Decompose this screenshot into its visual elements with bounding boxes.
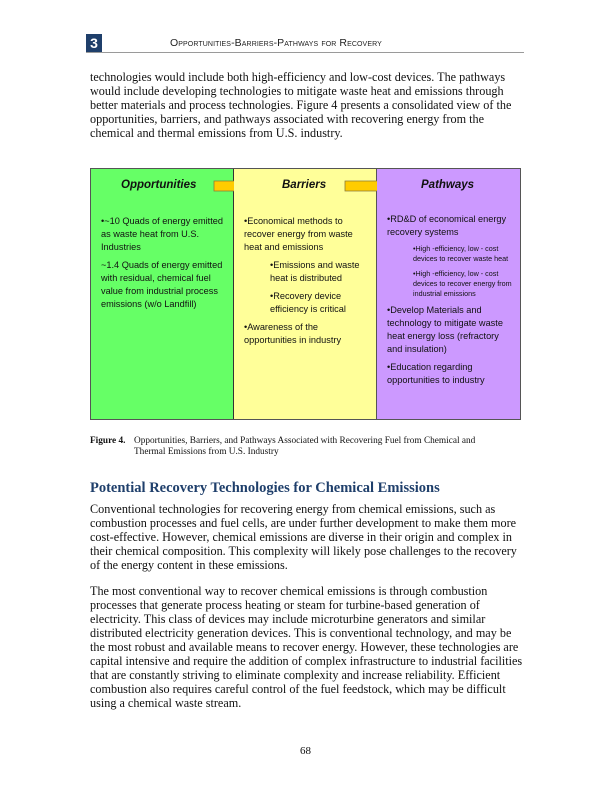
- section-heading: Potential Recovery Technologies for Chemical Emissions: [90, 480, 440, 496]
- text-line: their chemical composition. This complexity will likely pose challenges to the recovery: [90, 544, 517, 558]
- chapter-badge: 3: [86, 34, 102, 52]
- opportunities-list: [101, 215, 227, 316]
- text-line: technologies would include both high-efficiency and low-cost devices. The pathways: [90, 70, 506, 84]
- text-line: that are constantly striving to eliminate complexity and increase reliability. Efficient: [90, 668, 501, 682]
- list-item: •Develop Materials and technology to mitigate waste heat energy loss (refractory and insulation): [387, 305, 503, 354]
- text-line: using a chemical waste stream.: [90, 696, 242, 710]
- text-line: better materials and process technologies. Figure 4 presents a consolidated view of the: [90, 98, 512, 112]
- barriers-list: [244, 215, 370, 352]
- section-paragraph-1: [90, 502, 530, 572]
- text-line: Conventional technologies for recovering energy from chemical emissions, such as: [90, 502, 496, 516]
- figure-caption: [90, 436, 530, 458]
- section-paragraph-2: [90, 584, 530, 710]
- list-subitem: •High -efficiency, low - cost devices to recover waste heat: [413, 244, 509, 263]
- list-item: •Awareness of the opportunities in industry: [244, 322, 342, 345]
- barriers-column: [234, 169, 377, 419]
- intro-paragraph: [90, 70, 530, 140]
- caption-line-1: Opportunities, Barriers, and Pathways Associated with Recovering Fuel from Chemical and: [134, 436, 476, 446]
- text-line: combustion also requires careful control of the fuel feedstock, which may be difficult: [90, 682, 506, 696]
- list-item: •RD&D of economical energy recovery systems: [387, 214, 507, 237]
- list-item: ~1.4 Quads of energy emitted with residual, chemical fuel value from industrial process emissions (w/o Landfill): [101, 260, 223, 309]
- text-line: The most conventional way to recover chemical emissions is through combustion: [90, 584, 488, 598]
- figure-4-diagram: [90, 168, 521, 420]
- list-subitem: •Emissions and waste heat is distributed: [270, 260, 360, 283]
- text-line: combustion processes and fuel cells, are under further development to make them more: [90, 516, 517, 530]
- barriers-heading: Barriers: [282, 179, 327, 191]
- pathways-heading: Pathways: [421, 179, 475, 191]
- opportunities-heading: Opportunities: [121, 179, 197, 191]
- list-item: •Economical methods to recover energy from waste heat and emissions: [244, 216, 353, 252]
- text-line: the most robust and available means to recover energy. However, these technologies are: [90, 640, 519, 654]
- text-line: processes that generate process heating or steam for turbine-based generation of: [90, 598, 480, 612]
- text-line: of the energy content in these emissions.: [90, 558, 288, 572]
- text-line: would include developing technologies to mitigate waste heat and emissions through: [90, 84, 504, 98]
- pathways-column: [377, 169, 520, 419]
- page-number: 68: [300, 745, 311, 757]
- list-subitem: •Recovery device efficiency is critical: [270, 291, 346, 314]
- text-line: opportunities, barriers, and pathways associated with recovering energy from the: [90, 112, 485, 126]
- text-line: capital intensive and require the addition of complex infrastructure to industrial facilities: [90, 654, 523, 668]
- caption-line-2: Thermal Emissions from U.S. Industry: [134, 447, 279, 457]
- text-line: chemical and thermal emissions from U.S. industry.: [90, 126, 343, 140]
- list-item: •~10 Quads of energy emitted as waste heat from U.S. Industries: [101, 216, 223, 252]
- pathways-list: [387, 213, 514, 392]
- opportunities-column: [91, 169, 234, 419]
- text-line: cost-effective. However, chemical emissions are diverse in their origin and complex in: [90, 530, 512, 544]
- list-item: •Education regarding opportunities to industry: [387, 362, 485, 385]
- running-header-title: Opportunities-Barriers-Pathways for Recovery: [170, 37, 382, 49]
- caption-label: Figure 4.: [90, 436, 126, 446]
- text-line: electricity. This class of devices may include microturbine generators and similar: [90, 612, 486, 626]
- text-line: distributed electricity generation devices. This is conventional technology, and may be: [90, 626, 512, 640]
- list-subitem: •High -efficiency, low - cost devices to recover energy from industrial emissions: [413, 269, 512, 298]
- page-header: [86, 34, 524, 53]
